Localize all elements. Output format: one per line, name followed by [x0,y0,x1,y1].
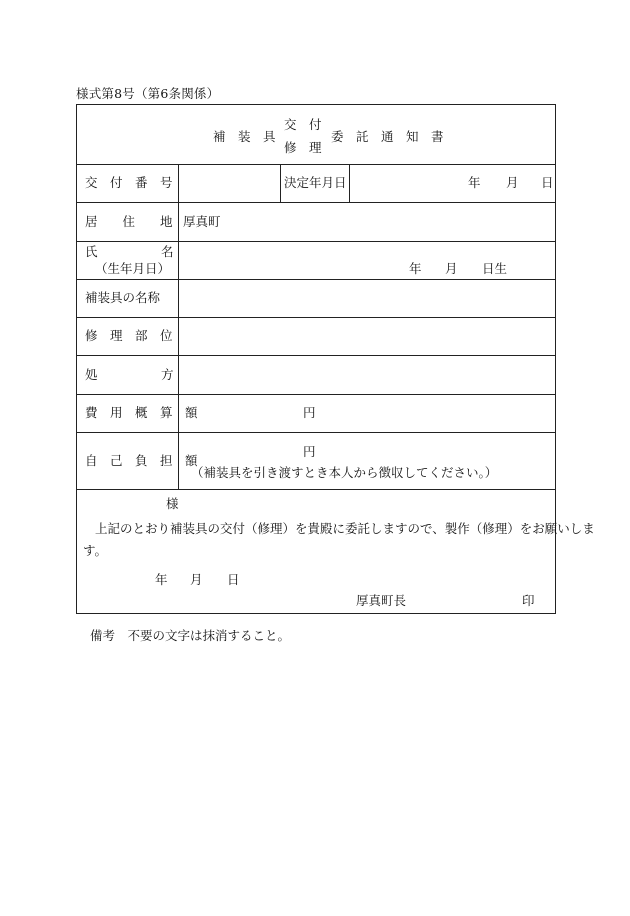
issue-number-label: 交 付 番 号 [85,175,173,190]
date-year-unit: 年 [155,572,168,587]
repair-part-label: 修 理 部 位 [85,328,173,343]
birthdate-label: （生年月日） [95,261,171,276]
address-value: 厚真町 [183,214,221,229]
column-divider [280,164,281,202]
decision-month-unit: 月 [506,175,519,190]
prescription-field[interactable] [179,356,556,393]
body-text-line1: 上記のとおり補装具の交付（修理）を貴殿に委託しますので、製作（修理）をお願いしま [95,521,595,536]
title-option-repair: 修 理 [284,140,322,155]
decision-year-unit: 年 [468,175,481,190]
address-label: 居 住 地 [85,214,173,229]
form-table [76,104,595,614]
name-label-right: 名 [161,244,174,259]
remark: 備考 不要の文字は抹消すること。 [90,628,291,643]
prescription-label-left: 処 [85,367,98,382]
repair-part-field[interactable] [179,318,556,354]
row-divider [77,202,555,203]
birth-month-unit: 月 [445,261,458,276]
birth-year-unit: 年 [409,261,422,276]
issue-number-field[interactable] [179,165,279,201]
issuer-name: 厚真町長 [356,593,407,608]
prescription-label-right: 方 [161,367,174,382]
addressee-field[interactable] [83,495,163,513]
seal-mark: 印 [522,593,535,608]
birth-day-unit: 日生 [482,261,508,276]
title-suffix: 委 託 通 知 書 [331,129,444,144]
row-divider [77,489,555,490]
name-label-left: 氏 [85,244,98,259]
device-name-label: 補装具の名称 [85,290,161,305]
date-month-unit: 月 [190,572,203,587]
self-pay-note: （補装具を引き渡すとき本人から徴収してください。） [191,465,498,480]
decision-date-field[interactable] [350,165,555,201]
cost-estimate-unit: 円 [303,405,316,420]
device-name-field[interactable] [179,280,556,316]
date-day-unit: 日 [227,572,240,587]
cost-estimate-field[interactable] [179,395,556,431]
decision-day-unit: 日 [541,175,554,190]
title-option-issue: 交 付 [284,117,322,132]
addressee-suffix: 様 [166,496,179,511]
cost-estimate-label: 費 用 概 算 額 [85,405,198,420]
title-main: 補 装 具 [213,129,276,144]
body-text-line2: す。 [83,543,108,558]
decision-date-label: 決定年月日 [284,175,347,190]
form-number: 様式第8号（第6条関係） [76,86,220,101]
self-pay-label: 自 己 負 担 額 [85,453,198,468]
self-pay-unit: 円 [303,444,316,459]
